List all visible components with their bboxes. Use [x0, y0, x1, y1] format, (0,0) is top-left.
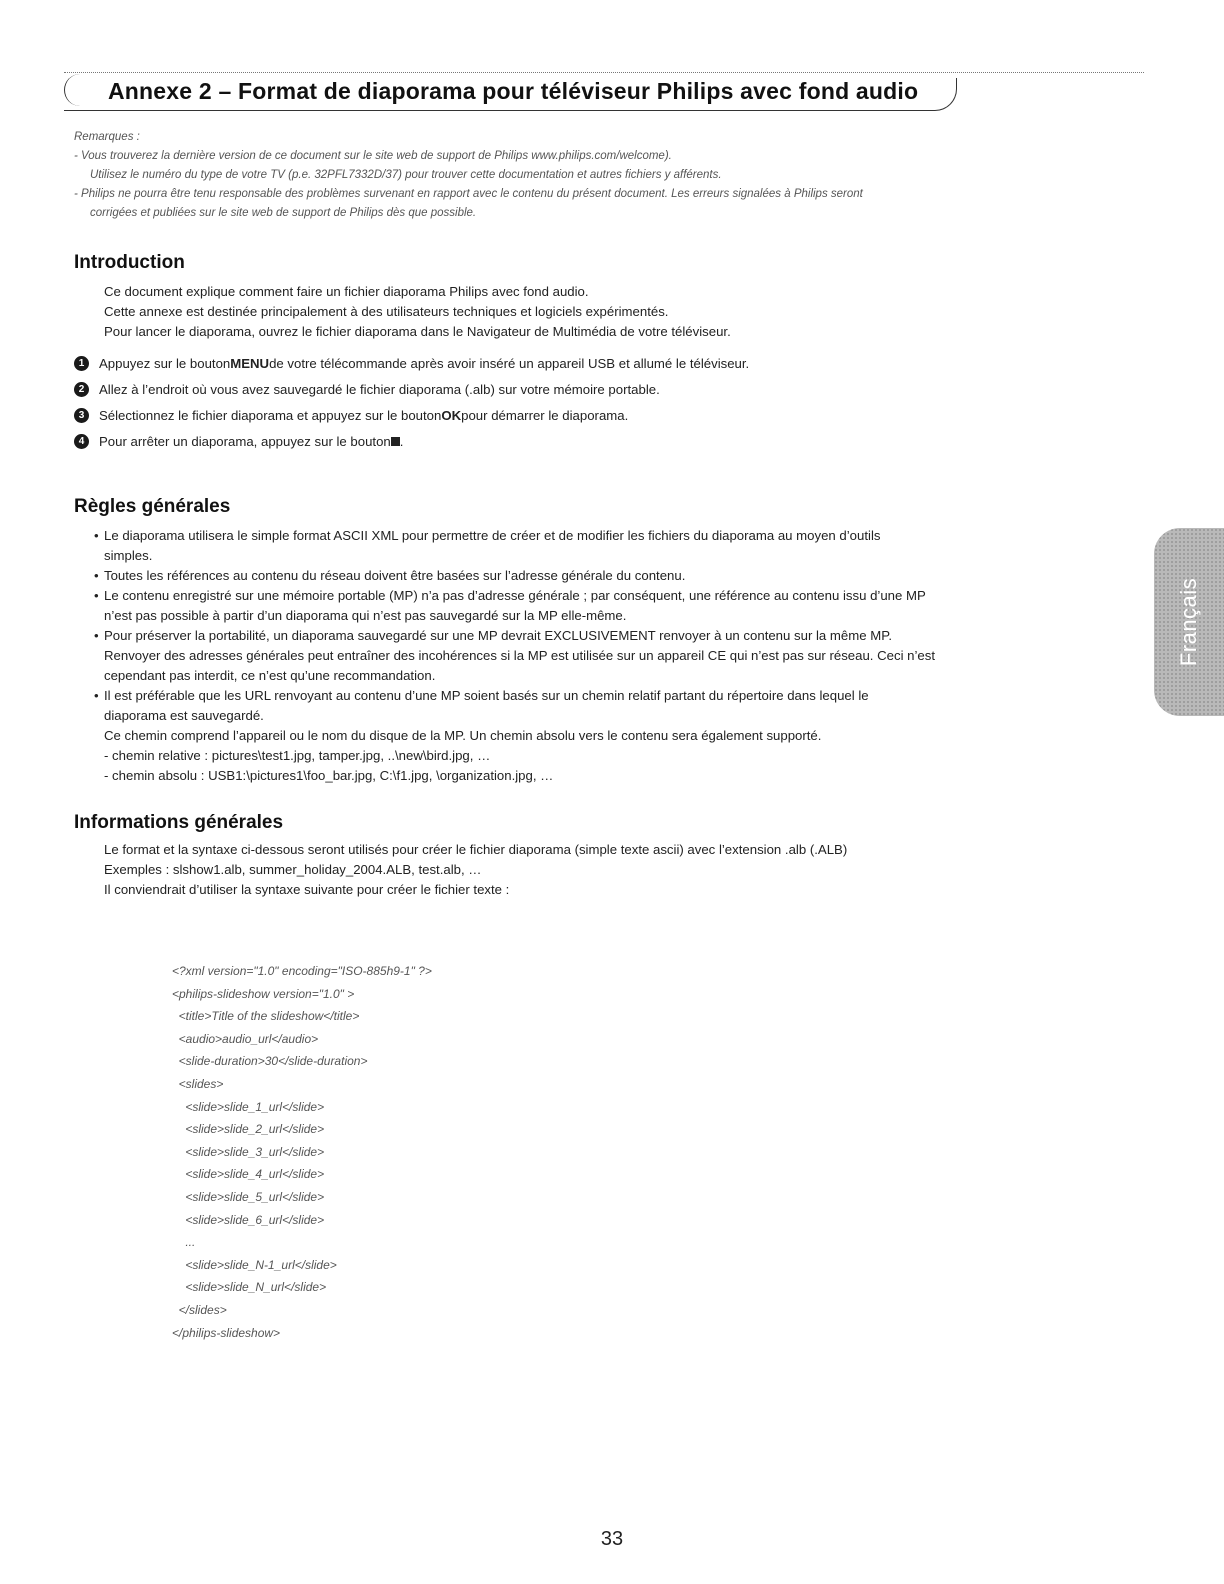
remarks [74, 128, 1134, 223]
list-item [94, 566, 1154, 586]
step-text: de votre télécommande après avoir inséré un appareil USB et allumé le téléviseur. [269, 355, 750, 371]
step-text: . [399, 433, 404, 449]
text-line: diaporama est sauvegardé. [104, 708, 264, 723]
remarks-line: - Philips ne pourra être tenu responsable des problèmes survenant en rapport avec le contenu du présent document. Les erreurs signalées à Philips seront [74, 188, 863, 200]
step-text: Allez à l’endroit où vous avez sauvegardé le fichier diaporama (.alb) sur votre mémoire portable. [99, 381, 660, 397]
code-line: <slide>slide_N-1_url</slide> [172, 1257, 337, 1272]
code-line: <slide>slide_6_url</slide> [172, 1212, 325, 1227]
text-line: cependant pas interdit, ce n’est qu’une recommandation. [104, 668, 436, 683]
language-tab-label: Français [1176, 577, 1201, 667]
text-line: - chemin relative : pictures\test1.jpg, tamper.jpg, ..\new\bird.jpg, … [104, 748, 491, 763]
text-line: Renvoyer des adresses générales peut entraîner des incohérences si la MP est utilisée sur un appareil CE qui n’est pas sur réseau. Ceci n’est [104, 648, 936, 663]
text-line: Toutes les références au contenu du réseau doivent être basées sur l’adresse générale du contenu. [104, 568, 686, 583]
text-line: Ce chemin comprend l’appareil ou le nom du disque de la MP. Un chemin absolu vers le contenu sera également supporté. [104, 728, 822, 743]
text-line: n’est pas possible à partir d’un diaporama qui n’est pas sauvegardé sur la MP elle-même. [104, 608, 627, 623]
text-line: Pour préserver la portabilité, un diaporama sauvegardé sur une MP devrait EXCLUSIVEMENT renvoyer à un contenu sur la même MP. [104, 628, 892, 643]
informations-heading: Informations générales [74, 812, 284, 833]
regles-heading: Règles générales [74, 496, 231, 517]
bullet-icon: • [94, 528, 99, 543]
text-line: Le format et la syntaxe ci-dessous seront utilisés pour créer le fichier diaporama (simple texte ascii) avec l’extension .alb (.ALB) [104, 842, 848, 857]
step-text: Sélectionnez le fichier diaporama et appuyez sur le bouton [99, 407, 442, 423]
step-item [74, 376, 1134, 402]
step-text: Pour arrêter un diaporama, appuyez sur le bouton [99, 433, 391, 449]
title-rule [64, 72, 1144, 73]
list-item [94, 626, 1154, 686]
code-line: <slide>slide_3_url</slide> [172, 1144, 325, 1159]
code-line: <slide>slide_1_url</slide> [172, 1099, 325, 1114]
code-line: <slide>slide_N_url</slide> [172, 1280, 327, 1295]
bullet-icon: • [94, 628, 99, 643]
steps-list [74, 350, 1134, 454]
page-title: Annexe 2 – Format de diaporama pour téléviseur Philips avec fond audio [108, 78, 919, 104]
step-number-icon: 3 [74, 408, 89, 423]
ok-key-label: OK [441, 407, 462, 423]
step-number-icon: 1 [74, 356, 89, 371]
regles-list [94, 526, 1154, 786]
language-tab [1154, 528, 1224, 716]
text-line: Pour lancer le diaporama, ouvrez le fichier diaporama dans le Navigateur de Multimédia de votre téléviseur. [104, 324, 731, 339]
informations-text [104, 840, 847, 900]
bullet-icon: • [94, 568, 99, 583]
code-line: <slide>slide_2_url</slide> [172, 1122, 325, 1137]
code-line: </philips-slideshow> [172, 1325, 281, 1340]
page-number: 33 [600, 1528, 624, 1550]
list-item [94, 586, 1154, 626]
text-line: Il est préférable que les URL renvoyant au contenu d’une MP soient basés sur un chemin relatif partant du répertoire dans lequel le [104, 688, 869, 703]
code-line: </slides> [172, 1302, 227, 1317]
remarks-line: - Vous trouverez la dernière version de ce document sur le site web de support de Philips www.philips.com/welcome). [74, 150, 672, 162]
step-text: pour démarrer le diaporama. [461, 407, 629, 423]
code-line: <slide-duration>30</slide-duration> [172, 1054, 368, 1069]
remarks-line: Utilisez le numéro du type de votre TV (p.e. 32PFL7332D/37) pour trouver cette documentation et autres fichiers y afférents. [90, 169, 722, 181]
step-number-icon: 2 [74, 382, 89, 397]
code-line: <title>Title of the slideshow</title> [172, 1009, 360, 1024]
text-line: Ce document explique comment faire un fichier diaporama Philips avec fond audio. [104, 284, 589, 299]
code-line: <slide>slide_4_url</slide> [172, 1167, 325, 1182]
code-line: ... [172, 1235, 196, 1250]
menu-key-label: MENU [230, 355, 270, 371]
text-line: Le contenu enregistré sur une mémoire portable (MP) n’a pas d’adresse générale ; par conséquent, une référence au contenu issu d’une MP [104, 588, 926, 603]
code-line: <slide>slide_5_url</slide> [172, 1189, 325, 1204]
list-item [94, 526, 1154, 566]
remarks-heading: Remarques : [74, 131, 140, 143]
code-line: <audio>audio_url</audio> [172, 1031, 319, 1046]
step-item [74, 350, 1134, 376]
text-line: Il conviendrait d’utiliser la syntaxe suivante pour créer le fichier texte : [104, 882, 510, 897]
step-number-icon: 4 [74, 434, 89, 449]
text-line: Exemples : slshow1.alb, summer_holiday_2004.ALB, test.alb, … [104, 862, 482, 877]
step-text: Appuyez sur le bouton [99, 355, 231, 371]
stop-icon [391, 437, 400, 446]
bullet-icon: • [94, 588, 99, 603]
bullet-icon: • [94, 688, 99, 703]
xml-code-sample [172, 960, 432, 1344]
step-item [74, 428, 1134, 454]
list-item [94, 686, 1154, 786]
remarks-line: corrigées et publiées sur le site web de support de Philips dès que possible. [90, 207, 477, 219]
title-bar [64, 72, 1144, 118]
code-line: <?xml version="1.0" encoding="ISO-885h9-1" ?> [172, 964, 432, 978]
text-line: Cette annexe est destinée principalement à des utilisateurs techniques et logiciels expérimentés. [104, 304, 669, 319]
introduction-text [104, 282, 731, 342]
text-line: Le diaporama utilisera le simple format ASCII XML pour permettre de créer et de modifier les fichiers du diaporama au moyen d’outils [104, 528, 881, 543]
step-item [74, 402, 1134, 428]
text-line: simples. [104, 548, 153, 563]
code-line: <slides> [172, 1076, 224, 1091]
introduction-heading: Introduction [74, 252, 185, 273]
code-line: <philips-slideshow version="1.0" > [172, 986, 355, 1001]
text-line: - chemin absolu : USB1:\pictures1\foo_bar.jpg, C:\f1.jpg, \organization.jpg, … [104, 768, 554, 783]
